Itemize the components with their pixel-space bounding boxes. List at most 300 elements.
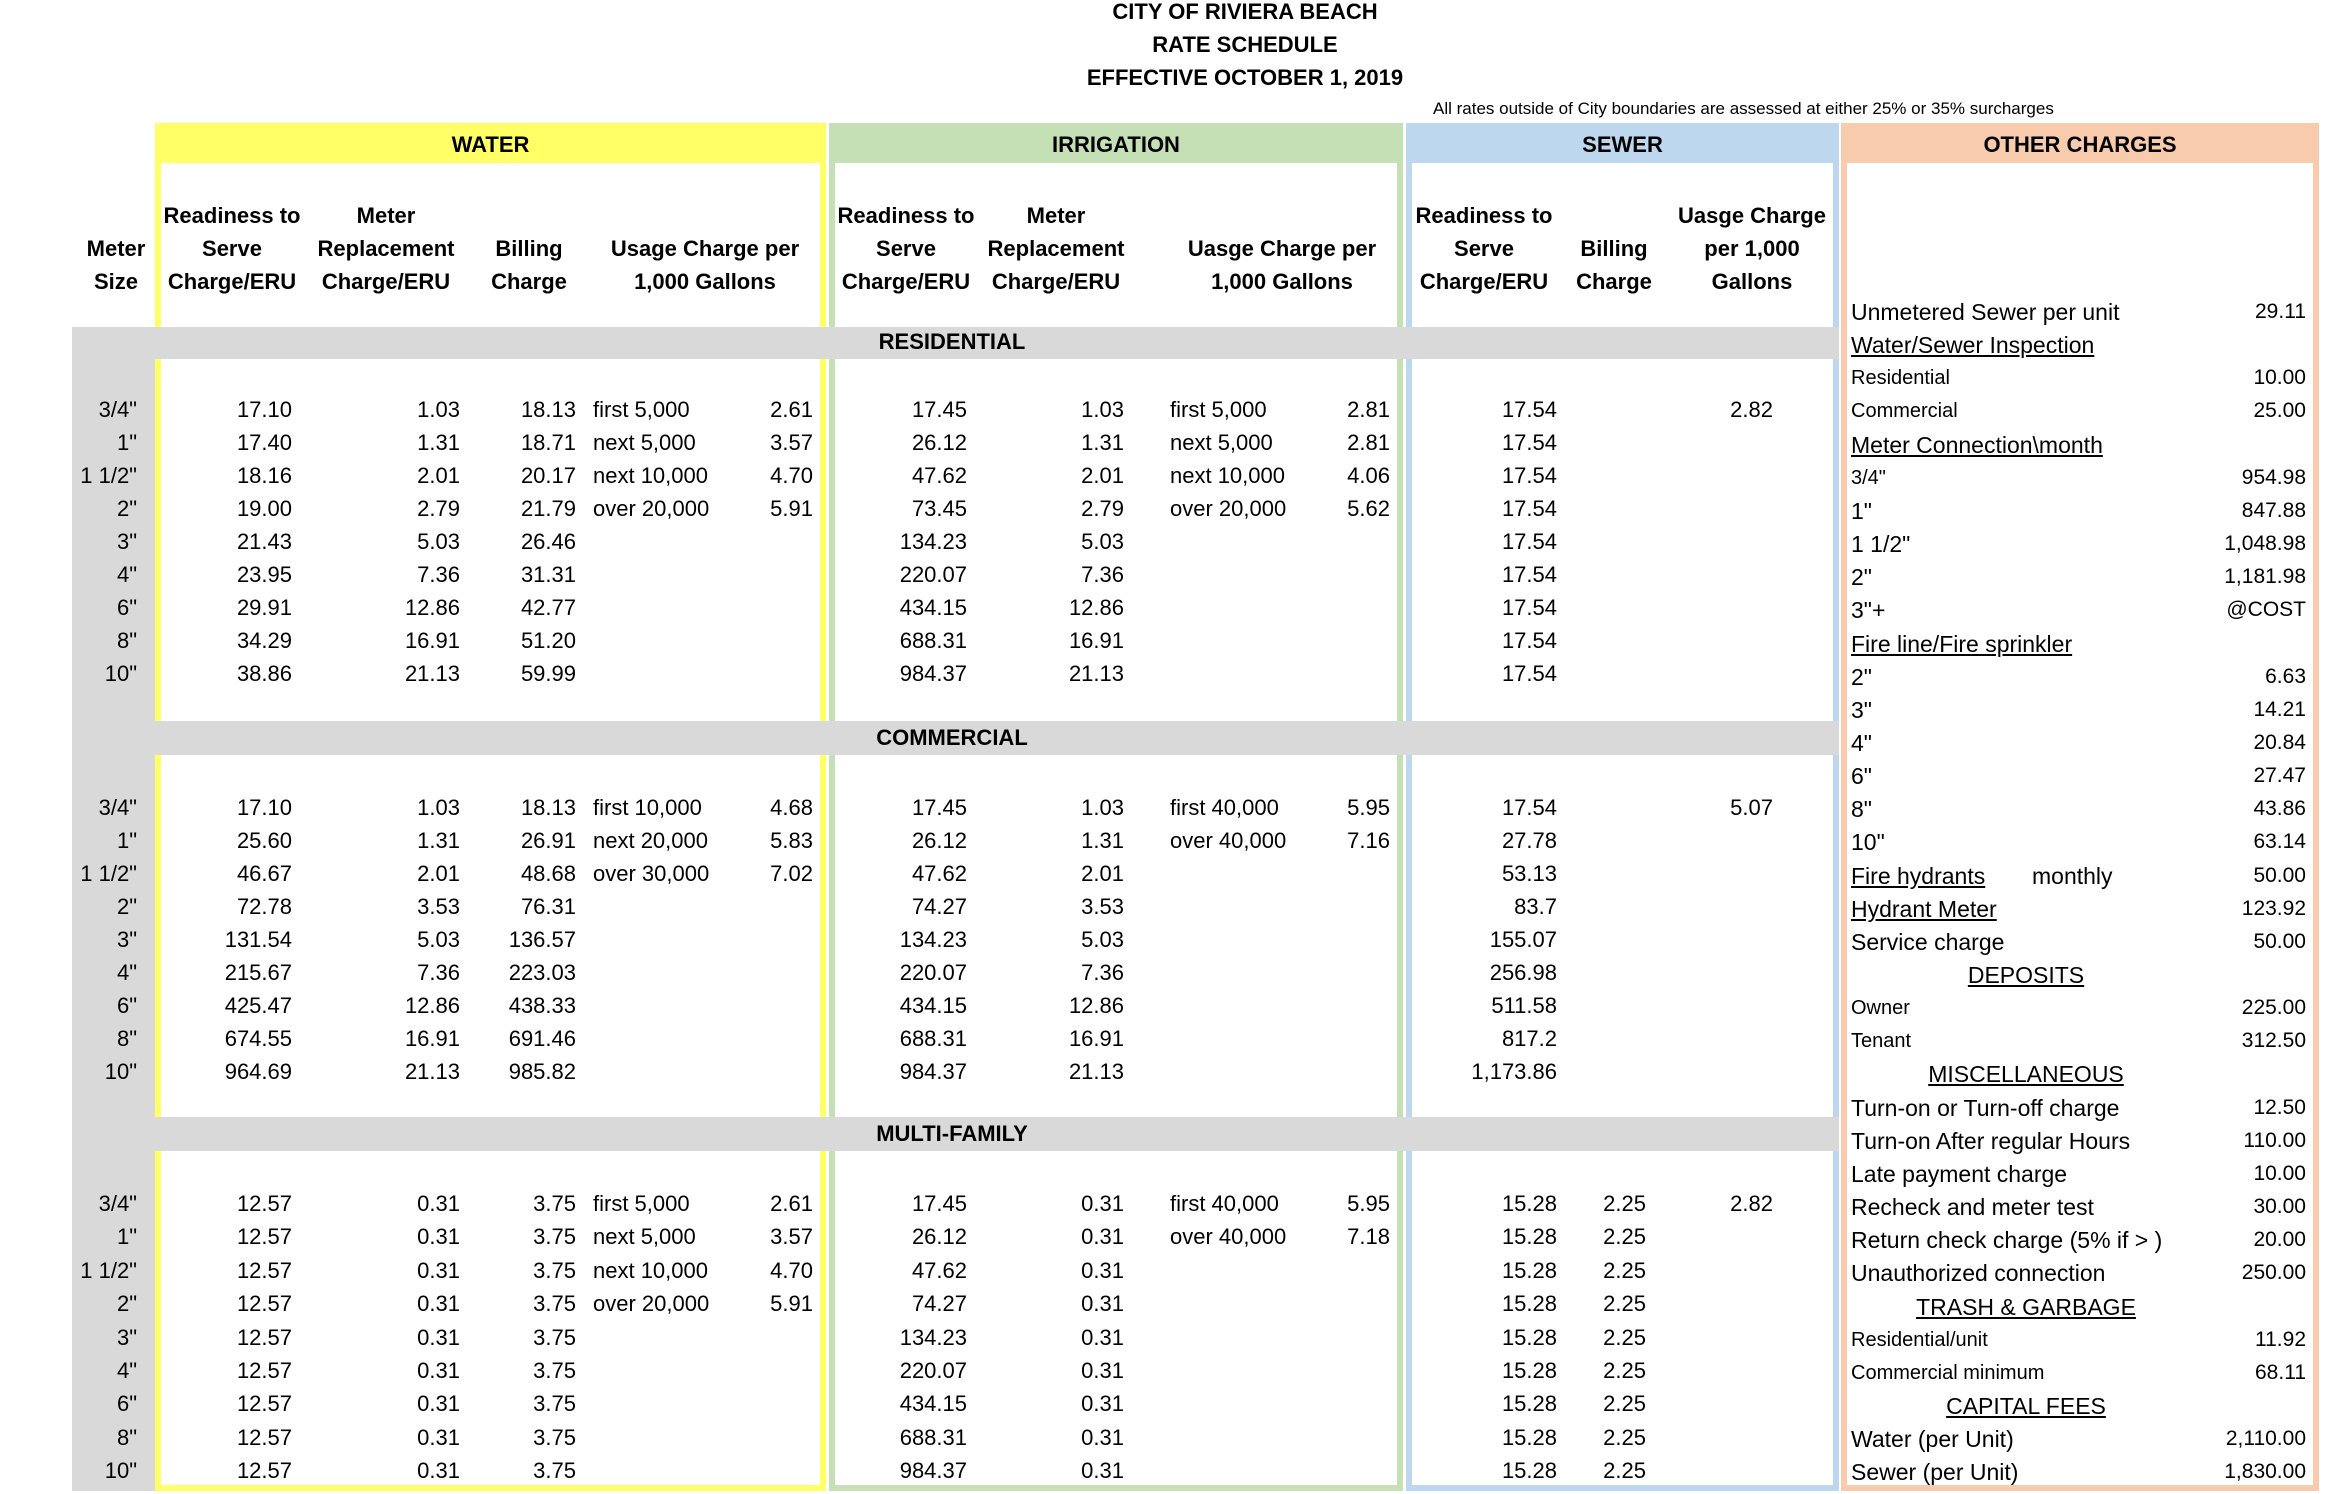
rate-cell: 4.70 <box>770 463 813 488</box>
irr_cols-col-2-header-line-1: 1,000 Gallons <box>1211 269 1353 294</box>
meter-size-cell: 8" <box>116 1424 137 1450</box>
rate-cell: 5.91 <box>770 1291 813 1317</box>
rate-cell: 20.17 <box>520 463 576 488</box>
other-charge-label: Unauthorized connection <box>1851 1260 2106 1287</box>
rate-cell: 3.75 <box>533 1291 576 1317</box>
irr_cols-col-1-header-line-1: Replacement <box>987 236 1125 261</box>
rate-cell: 0.31 <box>1081 1458 1124 1484</box>
other-charge-value: 30.00 <box>2253 1195 2306 1219</box>
water_cols-col-2-header-line-0: Billing <box>495 236 563 261</box>
rate-cell: first 5,000 <box>593 1191 690 1216</box>
other-charge-label: 3/4" <box>1851 466 1886 489</box>
meter-size-cell: 3" <box>116 927 137 952</box>
rate-cell: 5.83 <box>770 828 813 853</box>
rate-cell: 155.07 <box>1489 927 1557 952</box>
rate-cell: 12.57 <box>236 1291 292 1317</box>
rate-cell: 5.03 <box>417 529 460 554</box>
other-charge-label: 2" <box>1851 663 1872 690</box>
rate-cell: 5.07 <box>1730 795 1773 820</box>
sewer-header: SEWER <box>1582 132 1663 157</box>
meter-size-cell: 4" <box>116 1358 137 1383</box>
surcharge-note: All rates outside of City boundaries are assessed at either 25% or 35% surcharges <box>1433 99 2054 118</box>
rate-cell: 38.86 <box>236 661 292 686</box>
rate-cell: 17.54 <box>1501 595 1557 620</box>
rate-cell: 12.86 <box>1068 595 1124 620</box>
rate-cell: 7.36 <box>1081 960 1124 985</box>
rate-cell: 26.12 <box>911 828 967 853</box>
rate-cell: over 20,000 <box>1170 496 1287 521</box>
rate-cell: next 10,000 <box>593 1257 708 1283</box>
rate-cell: 3.75 <box>533 1324 576 1350</box>
other-charge-value: 1,048.98 <box>2224 532 2306 556</box>
meter-size-cell: 8" <box>116 628 137 653</box>
rate-cell: 1.03 <box>1081 795 1124 820</box>
meter-size-cell: 1" <box>116 828 137 853</box>
meter-size-cell: 1" <box>116 430 137 455</box>
rate-cell: 7.18 <box>1347 1224 1390 1250</box>
other-charge-value: 312.50 <box>2241 1029 2306 1053</box>
water_cols-col-1-header-line-0: Meter <box>356 203 416 228</box>
rate-cell: 2.01 <box>417 861 460 886</box>
rate-cell: 5.91 <box>770 496 813 521</box>
other-charge-value: 123.92 <box>2241 896 2306 920</box>
other-charge-value: 11.92 <box>2255 1327 2306 1351</box>
rate-cell: 3.75 <box>533 1424 576 1450</box>
irr_cols-col-0-header-line-1: Serve <box>876 236 936 261</box>
rate-cell: 434.15 <box>899 1391 967 1417</box>
other-charge-label: Hydrant Meter <box>1851 895 1997 922</box>
other-charge-value: 25.00 <box>2253 399 2306 423</box>
water_cols-col-0-header-line-0: Readiness to <box>163 203 301 228</box>
meter-size-cell: 8" <box>116 1026 137 1051</box>
sewer_cols-col-1-header-line-1: Charge <box>1576 269 1652 294</box>
rate-cell: 817.2 <box>1501 1026 1557 1051</box>
rate-cell: 434.15 <box>899 993 967 1018</box>
rate-cell: 0.31 <box>1081 1257 1124 1283</box>
rate-cell: over 40,000 <box>1170 828 1287 853</box>
rate-cell: 21.13 <box>404 661 460 686</box>
rate-cell: 17.45 <box>911 397 967 422</box>
meter-size-cell: 3/4" <box>98 795 137 820</box>
rate-cell: 15.28 <box>1501 1191 1557 1216</box>
rate-cell: 2.25 <box>1603 1358 1646 1383</box>
rate-cell: 18.16 <box>236 463 292 488</box>
rate-cell: 17.54 <box>1501 496 1557 521</box>
rate-cell: 2.79 <box>417 496 460 521</box>
rate-cell: 131.54 <box>224 927 292 952</box>
meter-size-cell: 4" <box>116 562 137 587</box>
rate-cell: 25.60 <box>236 828 292 853</box>
rate-cell: 215.67 <box>224 960 292 985</box>
rate-cell: 48.68 <box>520 861 576 886</box>
rate-cell: 17.54 <box>1501 463 1557 488</box>
other-charge-value: 110.00 <box>2243 1128 2306 1152</box>
title-line-2: RATE SCHEDULE <box>1152 32 1338 57</box>
rate-cell: 3.75 <box>533 1358 576 1383</box>
rate-cell: first 40,000 <box>1170 795 1279 820</box>
rate-cell: 2.25 <box>1603 1324 1646 1350</box>
sewer_cols-col-2-header-line-0: Uasge Charge <box>1678 203 1826 228</box>
rate-cell: 15.28 <box>1501 1324 1557 1350</box>
other-charge-value: 20.00 <box>2253 1228 2306 1252</box>
rate-cell: 688.31 <box>899 628 967 653</box>
irrigation-header: IRRIGATION <box>1052 132 1180 157</box>
rate-cell: 0.31 <box>417 1391 460 1417</box>
sewer_cols-col-1-header-line-0: Billing <box>1580 236 1648 261</box>
rate-cell: 15.28 <box>1501 1424 1557 1450</box>
other-charge-value: 10.00 <box>2253 366 2306 390</box>
rate-cell: 2.25 <box>1603 1391 1646 1417</box>
other-charge-label: 1 1/2" <box>1851 531 1911 558</box>
rate-cell: 42.77 <box>520 595 576 620</box>
rate-cell: 0.31 <box>417 1191 460 1216</box>
rate-cell: 7.36 <box>417 562 460 587</box>
rate-cell: 134.23 <box>899 927 967 952</box>
sewer_cols-col-2-header-line-2: Gallons <box>1711 269 1793 294</box>
rate-cell: 76.31 <box>520 894 576 919</box>
rate-cell: 21.13 <box>404 1059 460 1084</box>
title-line-1: CITY OF RIVIERA BEACH <box>1112 0 1378 24</box>
meter-size-cell: 1 1/2" <box>80 463 137 488</box>
rate-cell: 134.23 <box>899 529 967 554</box>
rate-cell: 16.91 <box>404 628 460 653</box>
other-charge-label: Residential/unit <box>1851 1328 1988 1351</box>
rate-cell: 15.28 <box>1501 1391 1557 1417</box>
rate-cell: 5.03 <box>417 927 460 952</box>
rate-cell: 220.07 <box>899 562 967 587</box>
rate-cell: 12.57 <box>236 1324 292 1350</box>
other-charge-value: 250.00 <box>2241 1261 2306 1285</box>
meter-size-cell: 1" <box>116 1224 137 1250</box>
rate-cell: 2.25 <box>1603 1458 1646 1484</box>
rate-cell: 17.10 <box>236 397 292 422</box>
rate-cell: 2.61 <box>770 397 813 422</box>
other-charge-value: 1,830.00 <box>2224 1460 2306 1484</box>
other-charge-value: 63.14 <box>2253 830 2306 854</box>
water_cols-col-2-header-line-1: Charge <box>491 269 567 294</box>
other-charge-value: 954.98 <box>2241 465 2306 489</box>
rate-cell: 15.28 <box>1501 1257 1557 1283</box>
other-charge-label: Unmetered Sewer per unit <box>1851 299 2120 325</box>
rate-cell: 0.31 <box>1081 1358 1124 1383</box>
rate-cell: 223.03 <box>508 960 576 985</box>
rate-cell: 674.55 <box>224 1026 292 1051</box>
rate-cell: 3.57 <box>770 430 813 455</box>
other-charge-value: 225.00 <box>2241 996 2306 1020</box>
rate-cell: 0.31 <box>417 1224 460 1250</box>
rate-cell: 2.25 <box>1603 1257 1646 1283</box>
other-section-heading: TRASH & GARBAGE <box>1916 1293 2136 1320</box>
rate-cell: 72.78 <box>236 894 292 919</box>
rate-cell: 16.91 <box>404 1026 460 1051</box>
rate-cell: next 5,000 <box>593 1224 696 1250</box>
irr_cols-col-0-header-line-2: Charge/ERU <box>841 269 971 294</box>
water-header: WATER <box>451 132 530 157</box>
rate-cell: 2.25 <box>1603 1224 1646 1250</box>
rate-cell: 1.03 <box>1081 397 1124 422</box>
other-charge-label: Owner <box>1851 997 1910 1020</box>
other-charge-label: 8" <box>1851 796 1872 823</box>
other-charge-label: Meter Connection\month <box>1851 431 2103 458</box>
rate-cell: 17.40 <box>236 430 292 455</box>
other-charge-label: 4" <box>1851 729 1872 756</box>
rate-cell: 17.54 <box>1501 529 1557 554</box>
rate-cell: 17.54 <box>1501 430 1557 455</box>
rate-cell: 73.45 <box>911 496 967 521</box>
rate-cell: 26.91 <box>520 828 576 853</box>
rate-cell: 2.25 <box>1603 1291 1646 1317</box>
rate-cell: 21.13 <box>1068 1059 1124 1084</box>
rate-cell: 984.37 <box>899 661 967 686</box>
irr_cols-col-0-header-line-0: Readiness to <box>837 203 975 228</box>
meter-size-cell: 3/4" <box>98 397 137 422</box>
rate-cell: 2.25 <box>1603 1191 1646 1216</box>
rate-cell: 26.46 <box>520 529 576 554</box>
other-charge-value: 847.88 <box>2241 498 2306 522</box>
other-charge-value: 43.86 <box>2253 797 2306 821</box>
rate-cell: next 10,000 <box>593 463 708 488</box>
rate-cell: 0.31 <box>1081 1324 1124 1350</box>
other-charge-label: Late payment charge <box>1851 1160 2068 1187</box>
rate-cell: 0.31 <box>417 1291 460 1317</box>
water_cols-col-1-header-line-2: Charge/ERU <box>321 269 451 294</box>
other-charge-value: 1,181.98 <box>2224 565 2306 589</box>
rate-cell: 0.31 <box>1081 1191 1124 1216</box>
rate-cell: 2.82 <box>1730 397 1773 422</box>
section-title-2: MULTI-FAMILY <box>876 1121 1028 1146</box>
other-charge-label: Fire hydrants <box>1851 862 1986 889</box>
other-charge-label: Fire line/Fire sprinkler <box>1851 630 2073 657</box>
other-charge-label: 3"+ <box>1851 597 1886 624</box>
rate-cell: 17.45 <box>911 1191 967 1216</box>
meter-size-cell: 6" <box>116 1391 137 1417</box>
rate-cell: next 10,000 <box>1170 463 1285 488</box>
rate-cell: 26.12 <box>911 430 967 455</box>
rate-cell: 4.06 <box>1347 463 1390 488</box>
rate-cell: 3.53 <box>417 894 460 919</box>
other-charge-label: 6" <box>1851 763 1872 790</box>
rate-cell: 46.67 <box>236 861 292 886</box>
rate-cell: next 5,000 <box>593 430 696 455</box>
rate-cell: 34.29 <box>236 628 292 653</box>
meter-size-cell: 10" <box>104 1458 137 1484</box>
rate-cell: 74.27 <box>911 1291 967 1317</box>
rate-cell: 0.31 <box>417 1424 460 1450</box>
other-charge-label: Tenant <box>1851 1030 1912 1053</box>
meter-size-cell: 6" <box>116 993 137 1018</box>
rate-cell: 4.70 <box>770 1257 813 1283</box>
rate-cell: 3.75 <box>533 1257 576 1283</box>
rate-cell: 2.01 <box>1081 463 1124 488</box>
other-charge-label-suffix: monthly <box>2032 862 2113 889</box>
title-line-3: EFFECTIVE OCTOBER 1, 2019 <box>1086 65 1404 90</box>
other-charge-label: 3" <box>1851 696 1872 723</box>
rate-cell: 5.95 <box>1347 1191 1390 1216</box>
meter-size-cell: 2" <box>116 894 137 919</box>
rate-cell: 51.20 <box>520 628 576 653</box>
rate-cell: 3.57 <box>770 1224 813 1250</box>
other-charge-label: Return check charge (5% if > ) <box>1851 1227 2163 1254</box>
rate-cell: 0.31 <box>1081 1291 1124 1317</box>
meter-size-cell: 2" <box>116 1291 137 1317</box>
rate-cell: 18.13 <box>520 397 576 422</box>
other-charge-value: @COST <box>2226 598 2306 622</box>
rate-cell: 5.03 <box>1081 927 1124 952</box>
rate-cell: 12.57 <box>236 1458 292 1484</box>
rate-cell: 0.31 <box>1081 1224 1124 1250</box>
rate-cell: 2.82 <box>1730 1191 1773 1216</box>
rate-cell: 984.37 <box>899 1059 967 1084</box>
rate-cell: 15.28 <box>1501 1291 1557 1317</box>
other-section-heading: DEPOSITS <box>1967 962 2085 988</box>
other-charge-value: 68.11 <box>2255 1360 2306 1384</box>
rate-cell: next 5,000 <box>1170 430 1273 455</box>
rate-cell: 2.61 <box>770 1191 813 1216</box>
water_cols-col-0-header-line-1: Serve <box>202 236 262 261</box>
rate-cell: 12.57 <box>236 1257 292 1283</box>
meter-size-cell: 3" <box>116 1324 137 1350</box>
other-section-heading: MISCELLANEOUS <box>1928 1061 2124 1088</box>
meter-size-cell: 10" <box>104 661 137 686</box>
rate-cell: 31.31 <box>520 562 576 587</box>
rate-cell: 1,173.86 <box>1471 1059 1557 1084</box>
other-charge-label: Recheck and meter test <box>1851 1194 2094 1221</box>
other-charge-value: 6.63 <box>2265 664 2306 688</box>
rate-cell: 0.31 <box>417 1358 460 1383</box>
rate-cell: 17.54 <box>1501 628 1557 653</box>
rate-cell: 136.57 <box>508 927 576 952</box>
meter-size-cell: 2" <box>116 496 137 521</box>
other-charges-header: OTHER CHARGES <box>1983 132 2177 157</box>
rate-cell: first 10,000 <box>593 795 702 820</box>
meter-size-cell: 6" <box>116 595 137 620</box>
irr_cols-col-1-header-line-0: Meter <box>1026 203 1086 228</box>
rate-cell: 1.03 <box>417 795 460 820</box>
rate-cell: 691.46 <box>508 1026 576 1051</box>
rate-cell: 2.81 <box>1347 397 1390 422</box>
meter-size-cell: 4" <box>116 960 137 985</box>
other-charge-label: Residential <box>1851 367 1950 390</box>
rate-cell: over 20,000 <box>593 1291 710 1317</box>
rate-cell: 12.57 <box>236 1358 292 1383</box>
rate-cell: 1.31 <box>1081 430 1124 455</box>
rate-cell: 18.71 <box>520 430 576 455</box>
rate-cell: 985.82 <box>508 1059 576 1084</box>
rate-cell: over 40,000 <box>1170 1224 1287 1250</box>
rate-cell: 21.13 <box>1068 661 1124 686</box>
meter-size-cell: 1 1/2" <box>80 1257 137 1283</box>
other-charge-label: 1" <box>1851 497 1872 524</box>
rate-cell: 17.54 <box>1501 397 1557 422</box>
other-charge-label: Water/Sewer Inspection <box>1851 332 2095 359</box>
other-charge-value: 14.21 <box>2253 697 2306 721</box>
rate-cell: 220.07 <box>899 960 967 985</box>
section-title-1: COMMERCIAL <box>876 725 1028 750</box>
rate-cell: 1.31 <box>417 430 460 455</box>
rate-cell: 74.27 <box>911 894 967 919</box>
other-charge-label: Service charge <box>1851 928 2005 955</box>
other-charge-value: 20.84 <box>2253 730 2306 754</box>
rate-cell: 3.53 <box>1081 894 1124 919</box>
rate-cell: first 5,000 <box>1170 397 1267 422</box>
other-charge-label: Turn-on After regular Hours <box>1851 1127 2131 1154</box>
sewer_cols-col-2-header-line-1: per 1,000 <box>1704 236 1800 261</box>
rate-cell: 0.31 <box>417 1257 460 1283</box>
rate-cell: 134.23 <box>899 1324 967 1350</box>
rate-cell: next 20,000 <box>593 828 708 853</box>
other-charge-label: Commercial minimum <box>1851 1361 2045 1384</box>
meter-size-cell: 10" <box>104 1059 137 1084</box>
rate-cell: 16.91 <box>1068 1026 1124 1051</box>
rate-cell: 5.03 <box>1081 529 1124 554</box>
other-charge-value: 12.50 <box>2253 1095 2306 1119</box>
water_cols-col-1-header-line-1: Replacement <box>317 236 455 261</box>
rate-cell: 1.31 <box>1081 828 1124 853</box>
rate-cell: 26.12 <box>911 1224 967 1250</box>
rate-cell: 0.31 <box>417 1324 460 1350</box>
sewer_cols-col-0-header-line-0: Readiness to <box>1415 203 1553 228</box>
other-charge-label: 10" <box>1851 829 1885 856</box>
rate-cell: 984.37 <box>899 1458 967 1484</box>
rate-cell: 29.91 <box>236 595 292 620</box>
rate-cell: 12.86 <box>1068 993 1124 1018</box>
rate-cell: 2.81 <box>1347 430 1390 455</box>
rate-cell: 7.36 <box>417 960 460 985</box>
rate-cell: 4.68 <box>770 795 813 820</box>
meter-size-cell: 3" <box>116 529 137 554</box>
rate-cell: 18.13 <box>520 795 576 820</box>
rate-cell: 964.69 <box>224 1059 292 1084</box>
other-charge-value: 2,110.00 <box>2225 1427 2306 1451</box>
other-charge-label: Water (per Unit) <box>1851 1426 2014 1453</box>
rate-cell: 688.31 <box>899 1026 967 1051</box>
meter-size-cell: 1 1/2" <box>80 861 137 886</box>
rate-cell: 21.43 <box>236 529 292 554</box>
rate-cell: 425.47 <box>224 993 292 1018</box>
rate-cell: 15.28 <box>1501 1224 1557 1250</box>
rate-cell: 3.75 <box>533 1191 576 1216</box>
rate-cell: 21.79 <box>520 496 576 521</box>
rate-cell: 83.7 <box>1514 894 1557 919</box>
rate-cell: 17.54 <box>1501 562 1557 587</box>
water_cols-col-3-header-line-0: Usage Charge per <box>610 236 800 261</box>
rate-cell: 2.79 <box>1081 496 1124 521</box>
rate-cell: 7.36 <box>1081 562 1124 587</box>
rate-cell: 256.98 <box>1489 960 1557 985</box>
rate-cell: 511.58 <box>1491 993 1557 1018</box>
rate-cell: 23.95 <box>236 562 292 587</box>
rate-cell: 59.99 <box>520 661 576 686</box>
rate-cell: 0.31 <box>1081 1391 1124 1417</box>
rate-cell: 19.00 <box>236 496 292 521</box>
other-section-heading: CAPITAL FEES <box>1946 1392 2106 1419</box>
rate-cell: 17.54 <box>1501 795 1557 820</box>
rate-cell: 15.28 <box>1501 1458 1557 1484</box>
rate-cell: over 20,000 <box>593 496 710 521</box>
other-charge-value: 10.00 <box>2253 1161 2306 1185</box>
other-charge-label: Sewer (per Unit) <box>1851 1459 2019 1486</box>
rate-cell: first 40,000 <box>1170 1191 1279 1216</box>
meter-size-header-line-0: Meter <box>86 236 146 261</box>
rate-cell: 438.33 <box>508 993 576 1018</box>
sewer_cols-col-0-header-line-2: Charge/ERU <box>1419 269 1549 294</box>
rate-cell: 2.01 <box>1081 861 1124 886</box>
sewer_cols-col-0-header-line-1: Serve <box>1454 236 1514 261</box>
rate-cell: 5.95 <box>1347 795 1390 820</box>
rate-cell: 220.07 <box>899 1358 967 1383</box>
rate-cell: 12.86 <box>404 595 460 620</box>
meter-size-cell: 3/4" <box>98 1191 137 1216</box>
